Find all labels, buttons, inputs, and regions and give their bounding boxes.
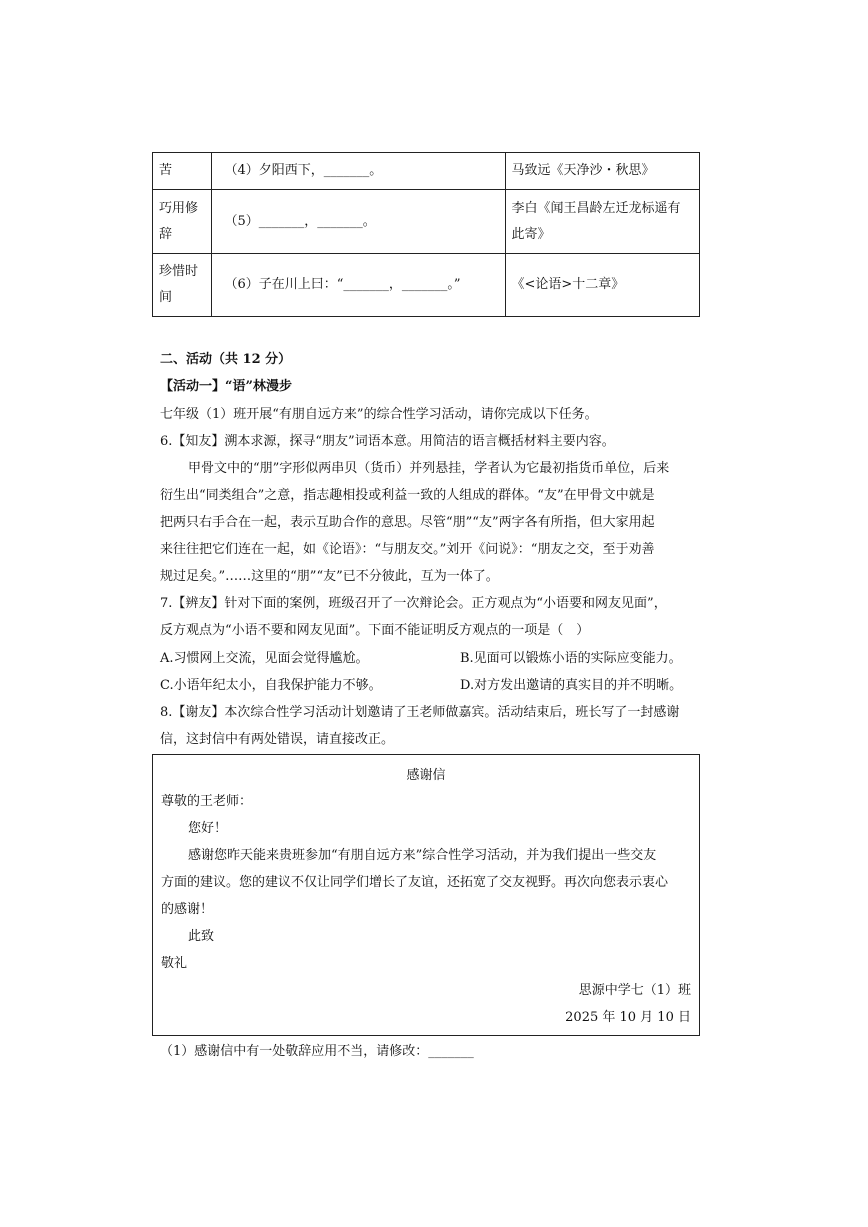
table-cell-content xyxy=(212,153,505,190)
question-8-prompt: 8.【谢友】本次综合性学习活动计划邀请了王老师做嘉宾。活动结束后，班长写了一封感谢 xyxy=(160,705,680,720)
cell-text: 苦 xyxy=(159,163,173,178)
table-row xyxy=(153,190,700,254)
table-cell-theme xyxy=(153,254,212,317)
cell-text: 《<论语>十二章》 xyxy=(511,277,625,292)
cell-text: 辞 xyxy=(159,226,173,242)
activity-title: 【活动一】“语”林漫步 xyxy=(160,379,292,394)
passage-line: 来往往把它们连在一起，如《论语》：“与朋友交。”刘开《问说》：“朋友之交，至于劝善 xyxy=(160,542,655,557)
thank-you-letter xyxy=(152,754,700,1036)
table-cell-theme xyxy=(153,153,212,190)
letter-title: 感谢信 xyxy=(406,768,446,783)
cell-text: （5）_______，_______。 xyxy=(224,213,376,229)
letter-signature: 思源中学七（1）班 xyxy=(578,983,691,998)
section-title: 二、活动（共 12 分） xyxy=(160,352,292,367)
cell-text: 巧用修 xyxy=(159,200,199,216)
question-7-prompt: 反方观点为“小语不要和网友见面”。下面不能证明反方观点的一项是（ ） xyxy=(160,623,590,638)
cell-text: 此寄》 xyxy=(511,226,551,242)
passage-line: 把两只右手合在一起，表示互助合作的意思。尽管“朋”“友”两字各有所指，但大家用起 xyxy=(160,515,655,530)
letter-greeting: 您好！ xyxy=(188,821,228,836)
cell-text: 马致远《天净沙・秋思》 xyxy=(511,163,655,178)
table-row xyxy=(153,153,700,190)
letter-salutation: 尊敬的王老师： xyxy=(161,794,253,809)
table-cell-theme xyxy=(153,190,212,254)
table-cell-content xyxy=(212,254,505,317)
cell-text: 李白《闻王昌龄左迁龙标遥有 xyxy=(511,200,681,216)
letter-date: 2025 年 10 月 10 日 xyxy=(565,1010,691,1025)
passage-line: 甲骨文中的“朋”字形似两串贝（货币）并列悬挂，学者认为它最初指货币单位，后来 xyxy=(188,461,670,476)
letter-closing: 此致 xyxy=(188,929,215,944)
question-6-prompt: 6.【知友】溯本求源，探寻“朋友”词语本意。用简洁的语言概括材料主要内容。 xyxy=(160,434,615,449)
letter-closing: 敬礼 xyxy=(161,956,188,971)
option-b[interactable]: B.见面可以锻炼小语的实际应变能力。 xyxy=(460,651,682,666)
table-cell-source xyxy=(505,254,700,317)
letter-body-line: 的感谢！ xyxy=(161,902,214,917)
cell-text: （4）夕阳西下，_______。 xyxy=(224,163,383,178)
cell-text: 间 xyxy=(159,290,173,305)
question-7-prompt: 7.【辨友】针对下面的案例，班级召开了一次辩论会。正方观点为“小语要和网友见面”， xyxy=(160,596,667,611)
poem-table xyxy=(152,152,700,317)
sub-question-1: （1）感谢信中有一处敬辞应用不当，请修改：_______ xyxy=(160,1044,474,1059)
option-a[interactable]: A.习惯网上交流，见面会觉得尴尬。 xyxy=(160,651,369,666)
cell-text: （6）子在川上曰：“_______，_______。” xyxy=(224,277,461,292)
question-8-prompt: 信，这封信中有两处错误，请直接改正。 xyxy=(160,732,395,747)
letter-body-line: 感谢您昨天能来贵班参加“有朋自远方来”综合性学习活动，并为我们提出一些交友 xyxy=(188,848,657,863)
section-intro: 七年级（1）班开展“有朋自远方来”的综合性学习活动，请你完成以下任务。 xyxy=(160,407,598,422)
passage-line: 规过足矣。”……这里的“朋”“友”已不分彼此，互为一体了。 xyxy=(160,569,499,584)
table-cell-source xyxy=(505,190,700,254)
passage-line: 衍生出“同类组合”之意，指志趣相投或利益一致的人组成的群体。“友”在甲骨文中就是 xyxy=(160,488,655,503)
table-cell-source xyxy=(505,153,700,190)
cell-text: 珍惜时 xyxy=(159,264,199,279)
option-d[interactable]: D.对方发出邀请的真实目的并不明晰。 xyxy=(460,678,683,693)
letter-body-line: 方面的建议。您的建议不仅让同学们增长了友谊，还拓宽了交友视野。再次向您表示衷心 xyxy=(161,875,669,890)
table-cell-content xyxy=(212,190,505,254)
option-c[interactable]: C.小语年纪太小，自我保护能力不够。 xyxy=(160,678,382,693)
table-row xyxy=(153,254,700,317)
